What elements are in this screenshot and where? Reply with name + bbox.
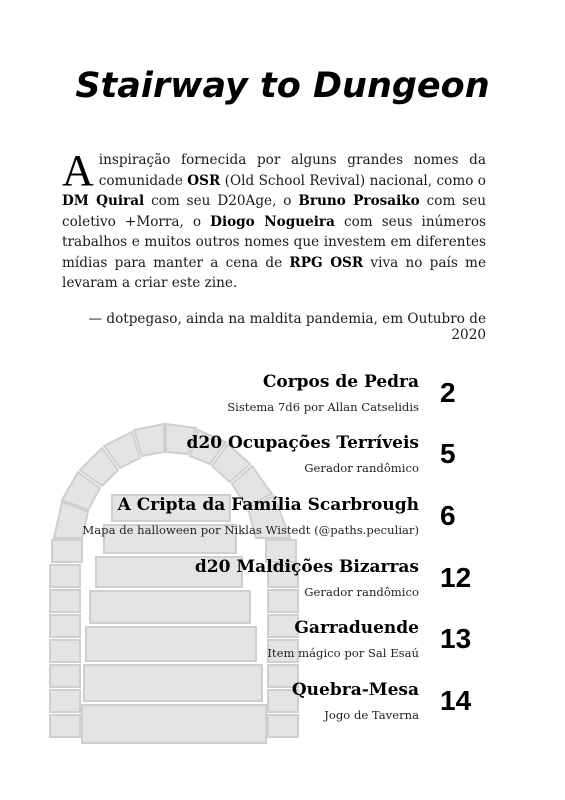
toc-entry-title: Garraduende [294,618,419,638]
toc-entry-title: Quebra-Mesa [291,680,419,700]
intro-bold-rpg-osr: RPG OSR [289,254,364,271]
toc-entry-title: Corpos de Pedra [262,372,419,392]
toc-entry[interactable] [0,495,565,555]
toc-entry-page-number: 14 [440,685,472,716]
toc-entry-page-number: 6 [440,500,456,531]
signature: — dotpegaso, ainda na maldita pandemia, em Outubro de 2020 [88,311,486,343]
toc-entry-page-number: 13 [440,623,472,654]
toc-entry-page-number: 12 [440,562,472,593]
toc-entry-title: A Cripta da Família Scarbrough [117,495,419,515]
toc-entry-page-number: 2 [440,377,456,408]
toc-entry-subtitle: Gerador randômico [304,585,419,599]
intro-text: com seu D20Age, o [144,193,299,209]
intro-text: (Old School Revival) nacional, como o [220,172,486,189]
toc-entry-subtitle: Sistema 7d6 por Allan Catselidis [227,400,419,414]
toc-entry[interactable] [0,433,565,493]
toc-entry[interactable] [0,372,565,432]
toc-entry-title: d20 Maldições Bizarras [194,557,419,577]
toc-entry[interactable] [0,557,565,617]
toc-entry-subtitle: Gerador randômico [304,461,419,475]
toc-entry[interactable] [0,680,565,740]
intro-bold-diogo-nogueira: Diogo Nogueira [210,213,335,230]
intro-paragraph [62,146,487,294]
intro-bold-osr: OSR [187,172,221,189]
intro-text: viva no país me levaram a criar este zine. [62,254,486,291]
page-title: Stairway to Dungeon [75,66,490,106]
toc-entry-subtitle: Item mágico por Sal Esaú [267,646,419,660]
toc-entry-subtitle: Mapa de halloween por Niklas Wistedt (@paths.peculiar) [82,523,419,537]
intro-text: inspiração fornecida por alguns grandes nomes da comunidade [98,152,486,189]
toc-entry-title: d20 Ocupações Terríveis [186,433,419,453]
toc-entry-page-number: 5 [440,438,456,469]
intro-bold-dm-quiral: DM Quiral [62,193,145,209]
intro-text: com seu coletivo +Morra, o [62,193,487,230]
intro-text: com seus inúmeros trabalhos e muitos outros nomes que investem em diferentes mídias para manter a cena de [62,213,486,271]
intro-bold-bruno-prosaiko: Bruno Prosaiko [298,193,420,209]
toc-entry-subtitle: Jogo de Taverna [324,708,419,722]
drop-cap: A [62,146,94,195]
toc-entry[interactable] [0,618,565,678]
